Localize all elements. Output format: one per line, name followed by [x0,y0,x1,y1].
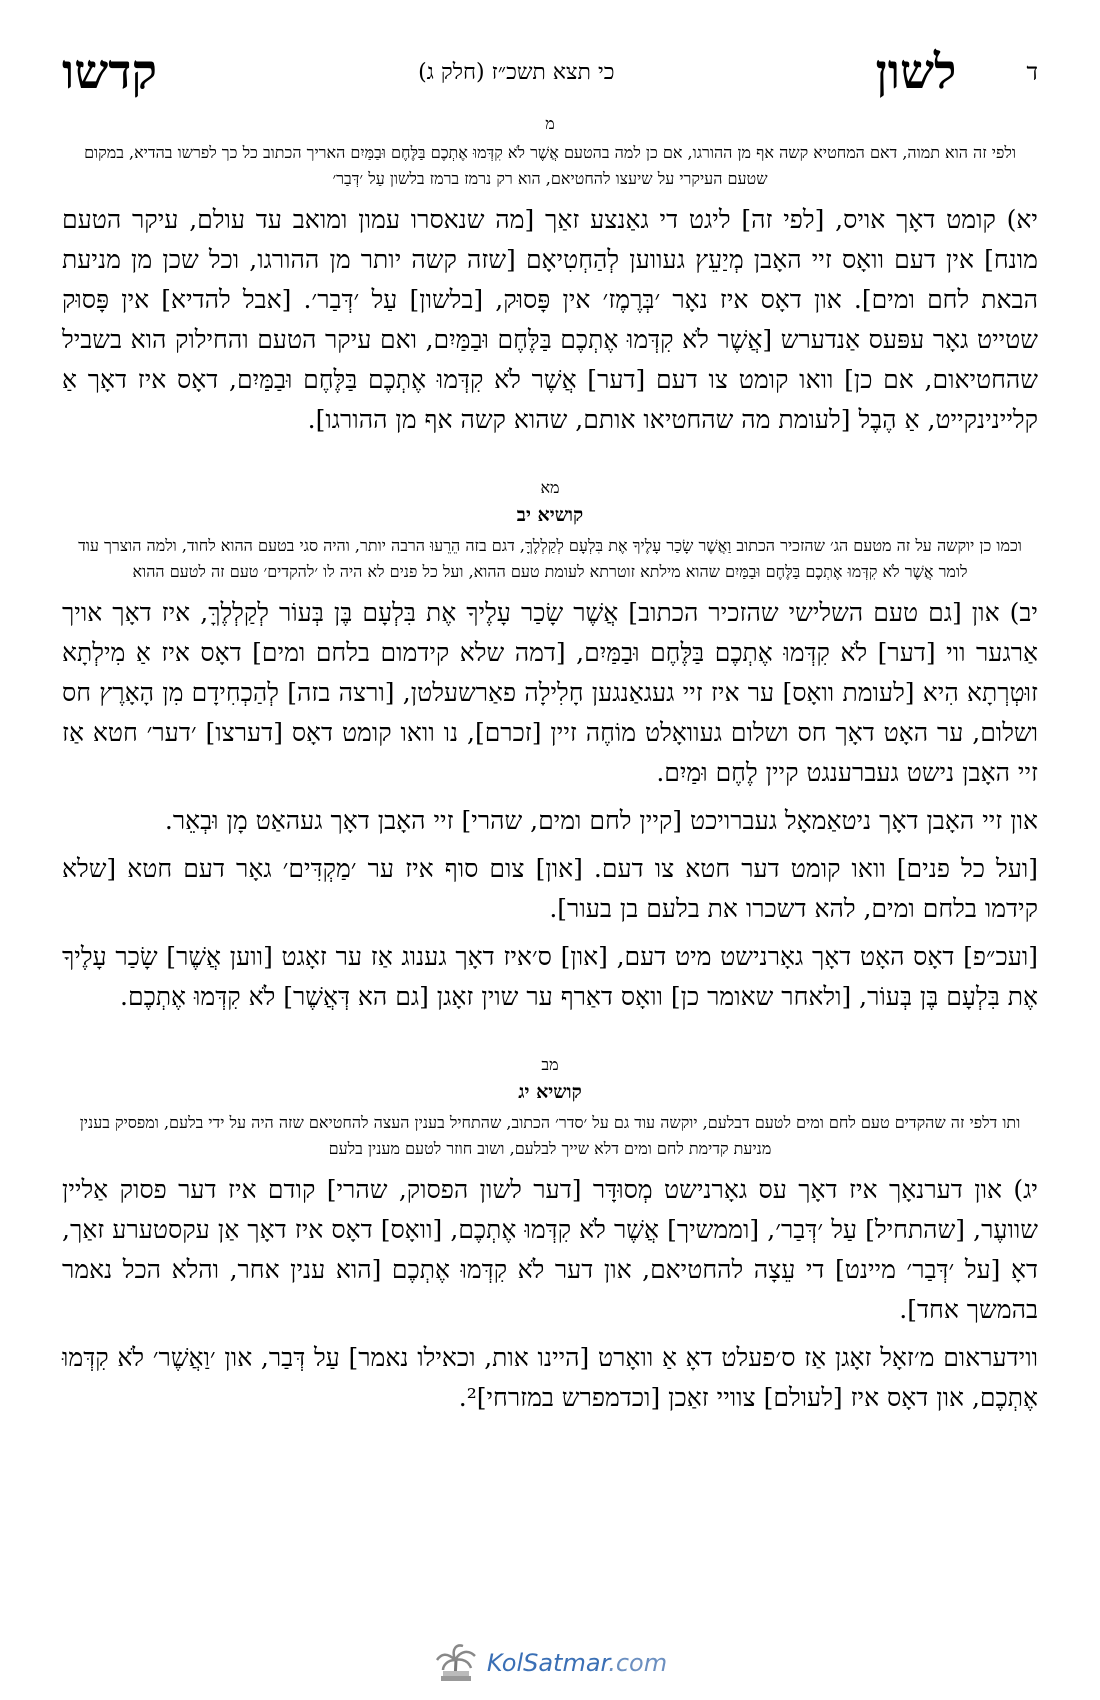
header-center: כי תצא תשכ״ז (חלק ג) [418,60,615,85]
section-number: מ [545,114,555,133]
page-header [62,40,1038,104]
page-letter: ד [1026,57,1038,86]
title-word-right: לשון [875,44,957,100]
section-title: קושיא יב [516,504,584,526]
footer-brand[interactable] [0,1640,1100,1686]
section-number: מא [540,478,560,497]
title-word-left: קדשו [62,44,158,100]
palm-tree-books-icon [433,1640,479,1686]
section-41 [62,478,1038,1017]
paragraph: ווידעראום מ׳זאָל זאָגן אַז ס׳פעלט דאָ אַ וואָרט [היינו אות, וכאילו נאמר] עַל דְּבַר, און ׳וַאֲשֶׁר׳ לֹא קִדְּמוּ אֶתְכֶם, און דאָס איז [לעולם] צוויי זאַכן [וכדמפרש במזרחי]². [62,1343,1038,1412]
section-40 [62,114,1038,440]
brand-name: KolSatmar.com [486,1649,668,1677]
section-number: מב [541,1055,559,1074]
section-title: קושיא יג [518,1081,582,1103]
paragraph: [ועכ״פ] דאָס האָט דאָך גאָרנישט מיט דעם, [און] ס׳איז דאָך גענוג אַז ער זאָגט [ווען אֲשֶׁר] שָׂכַר עָלֶיךָ אֶת בִּלְעָם בֶּן בְּעוֹר, [ולאחר שאומר כן] וואָס דאַרף ער שוין זאָגן [גם הא דְּאֲשֶׁר] לֹא קִדְּמוּ אֶתְכֶם. [62,942,1038,1011]
paragraph: יג) און דערנאָך איז דאָך עס גאָרנישט מְסוּדָּר [דער לשון הפסוק, שהרי] קודם איז דער פסוק אַליין שוועֶר, [שהתחיל] עַל ׳דְּבַר׳, [וממשיך] אֲשֶׁר לֹא קִדְּמוּ אֶתְכֶם, [וואָס] דאָס איז דאָך אַן עקסטערע זאַך, דאָ [על ׳דְּבַר׳ מיינט] די עֵצָה להחטיאם, און דער לֹא קִדְּמוּ אֶתְכֶם [הוא ענין אחר, והלא הכל נאמר בהמשך אחד]. [62,1175,1038,1324]
section-intro: ותו דלפי זה שהקדים טעם לחם ומים לטעם דבלעם, יוקשה עוד גם על ׳סדר׳ הכתוב, שהתחיל בענין העצה להחטיאם שזה היה על ידי בלעם, ומפסיק בענין מניעת קדימת לחם ומים דלא שייך לבלעם, ושוב חוזר לטעם מענין בלעם [79,1113,1021,1158]
section-intro: ולפי זה הוא תמוה, דאם המחטיא קשה אף מן ההורגו, אם כן למה בהטעם אֲשֶׁר לֹא קִדְּמוּ אֶתְכֶם בַּלֶּחֶם וּבַמַּיִם האריך הכתוב כל כך לפרשו בהדיא, במקום שטעם העיקרי על שיעצו להחטיאם, הוא רק נרמז ברמז בלשון עַל ׳דְּבַר׳ [84,143,1016,188]
header-left [62,44,157,100]
paragraph: [ועל כל פנים] וואו קומט דער חטא צו דעם. [און] צום סוף איז ער ׳מַקְדִּים׳ גאָר דעם חטא [שלא קידמו בלחם ומים, להא דשכרו את בלעם בן בעור]. [62,854,1038,923]
section-intro: וכמו כן יוקשה על זה מטעם הג׳ שהזכיר הכתוב וַאֲשֶׁר שָׂכַר עָלֶיךָ אֶת בִּלְעָם לְקַלְלֶךָּ, דגם בזה הֵרֵעוּ הרבה יותר, והיה סגי בטעם ההוא לחוד, ולמה הוצרך עוד לומר אֲשֶׁר לֹא קִדְּמוּ אֶתְכֶם בַּלֶּחֶם וּבַמַּיִם שהוא מילתא זוטרתא לעומת טעם ההוא, ועל כל פנים לא היה לו ׳להקדים׳ טעם זה לטעם ההוא [78,536,1022,581]
header-right [876,44,1039,100]
paragraph: יא) קומט דאָך אויס, [לפי זה] ליגט די גאַנצע זאַך [מה שנאסרו עמון ומואב עד עולם, עיקר הטעם מונח] אין דעם וואָס זיי האָבן מְיַעֵץ געווען לְהַחְטִיאָם [שזה קשה יותר מן ההורגו, וכל שכן מן מניעת הבאת לחם ומים]. און דאָס איז נאָר ׳בְּרֶמֶז׳ אין פָּסוּק, [בלשון] עַל ׳דְּבַר׳. [אבל להדיא] אין פָּסוּק שטייט גאָר עפּעס אַנדערש [אֲשֶׁר לֹא קִדְּמוּ אֶתְכֶם בַּלֶּחֶם וּבַמַּיִם, ואם עיקר הטעם והחילוק הוא בשביל שהחטיאום, אם כן] וואו קומט צו דעם [דער] אֲשֶׁר לֹא קִדְּמוּ אֶתְכֶם בַּלֶּחֶם וּבַמַּיִם, דאָס איז דאָך אַ קליינינקייט, אַ הֶבֶל [לעומת מה שהחטיאו אותם, שהוא קשה אף מן ההורגו]. [62,205,1038,434]
paragraph: יב) און [גם טעם השלישי שהזכיר הכתוב] אֲשֶׁר שָׂכַר עָלֶיךָ אֶת בִּלְעָם בֶּן בְּעוֹר לְקַלְלֶךָּ, איז דאָך אויך אַרגער ווי [דער] לֹא קִדְּמוּ אֶתְכֶם בַּלֶּחֶם וּבַמַּיִם, [דמה שלא קידמום בלחם ומים] דאָס איז אַ מִילְתָא זוּטְרְתָא הִיא [לעומת וואָס] ער איז זיי געגאַנגען חָלִילָה פאַרשעלטן, [ורצה בזה] לְהַכְחִידָם מִן הָאָרֶץ חס ושלום, ער האָט דאָך חס ושלום געוואָלט מוֹחֶה זיין [זכרם], נו וואו קומט דאָס [דערצו] ׳דער׳ חטא אַז זיי האָבן נישט געברענגט קיין לֶחֶם וּמַיִם. [62,598,1038,787]
section-42 [62,1055,1038,1418]
paragraph: און זיי האָבן דאָך ניטאַמאָל געברויכט [קיין לחם ומים, שהרי] זיי האָבן דאָך געהאַט מָן וּבְאֵר. [164,806,1038,835]
